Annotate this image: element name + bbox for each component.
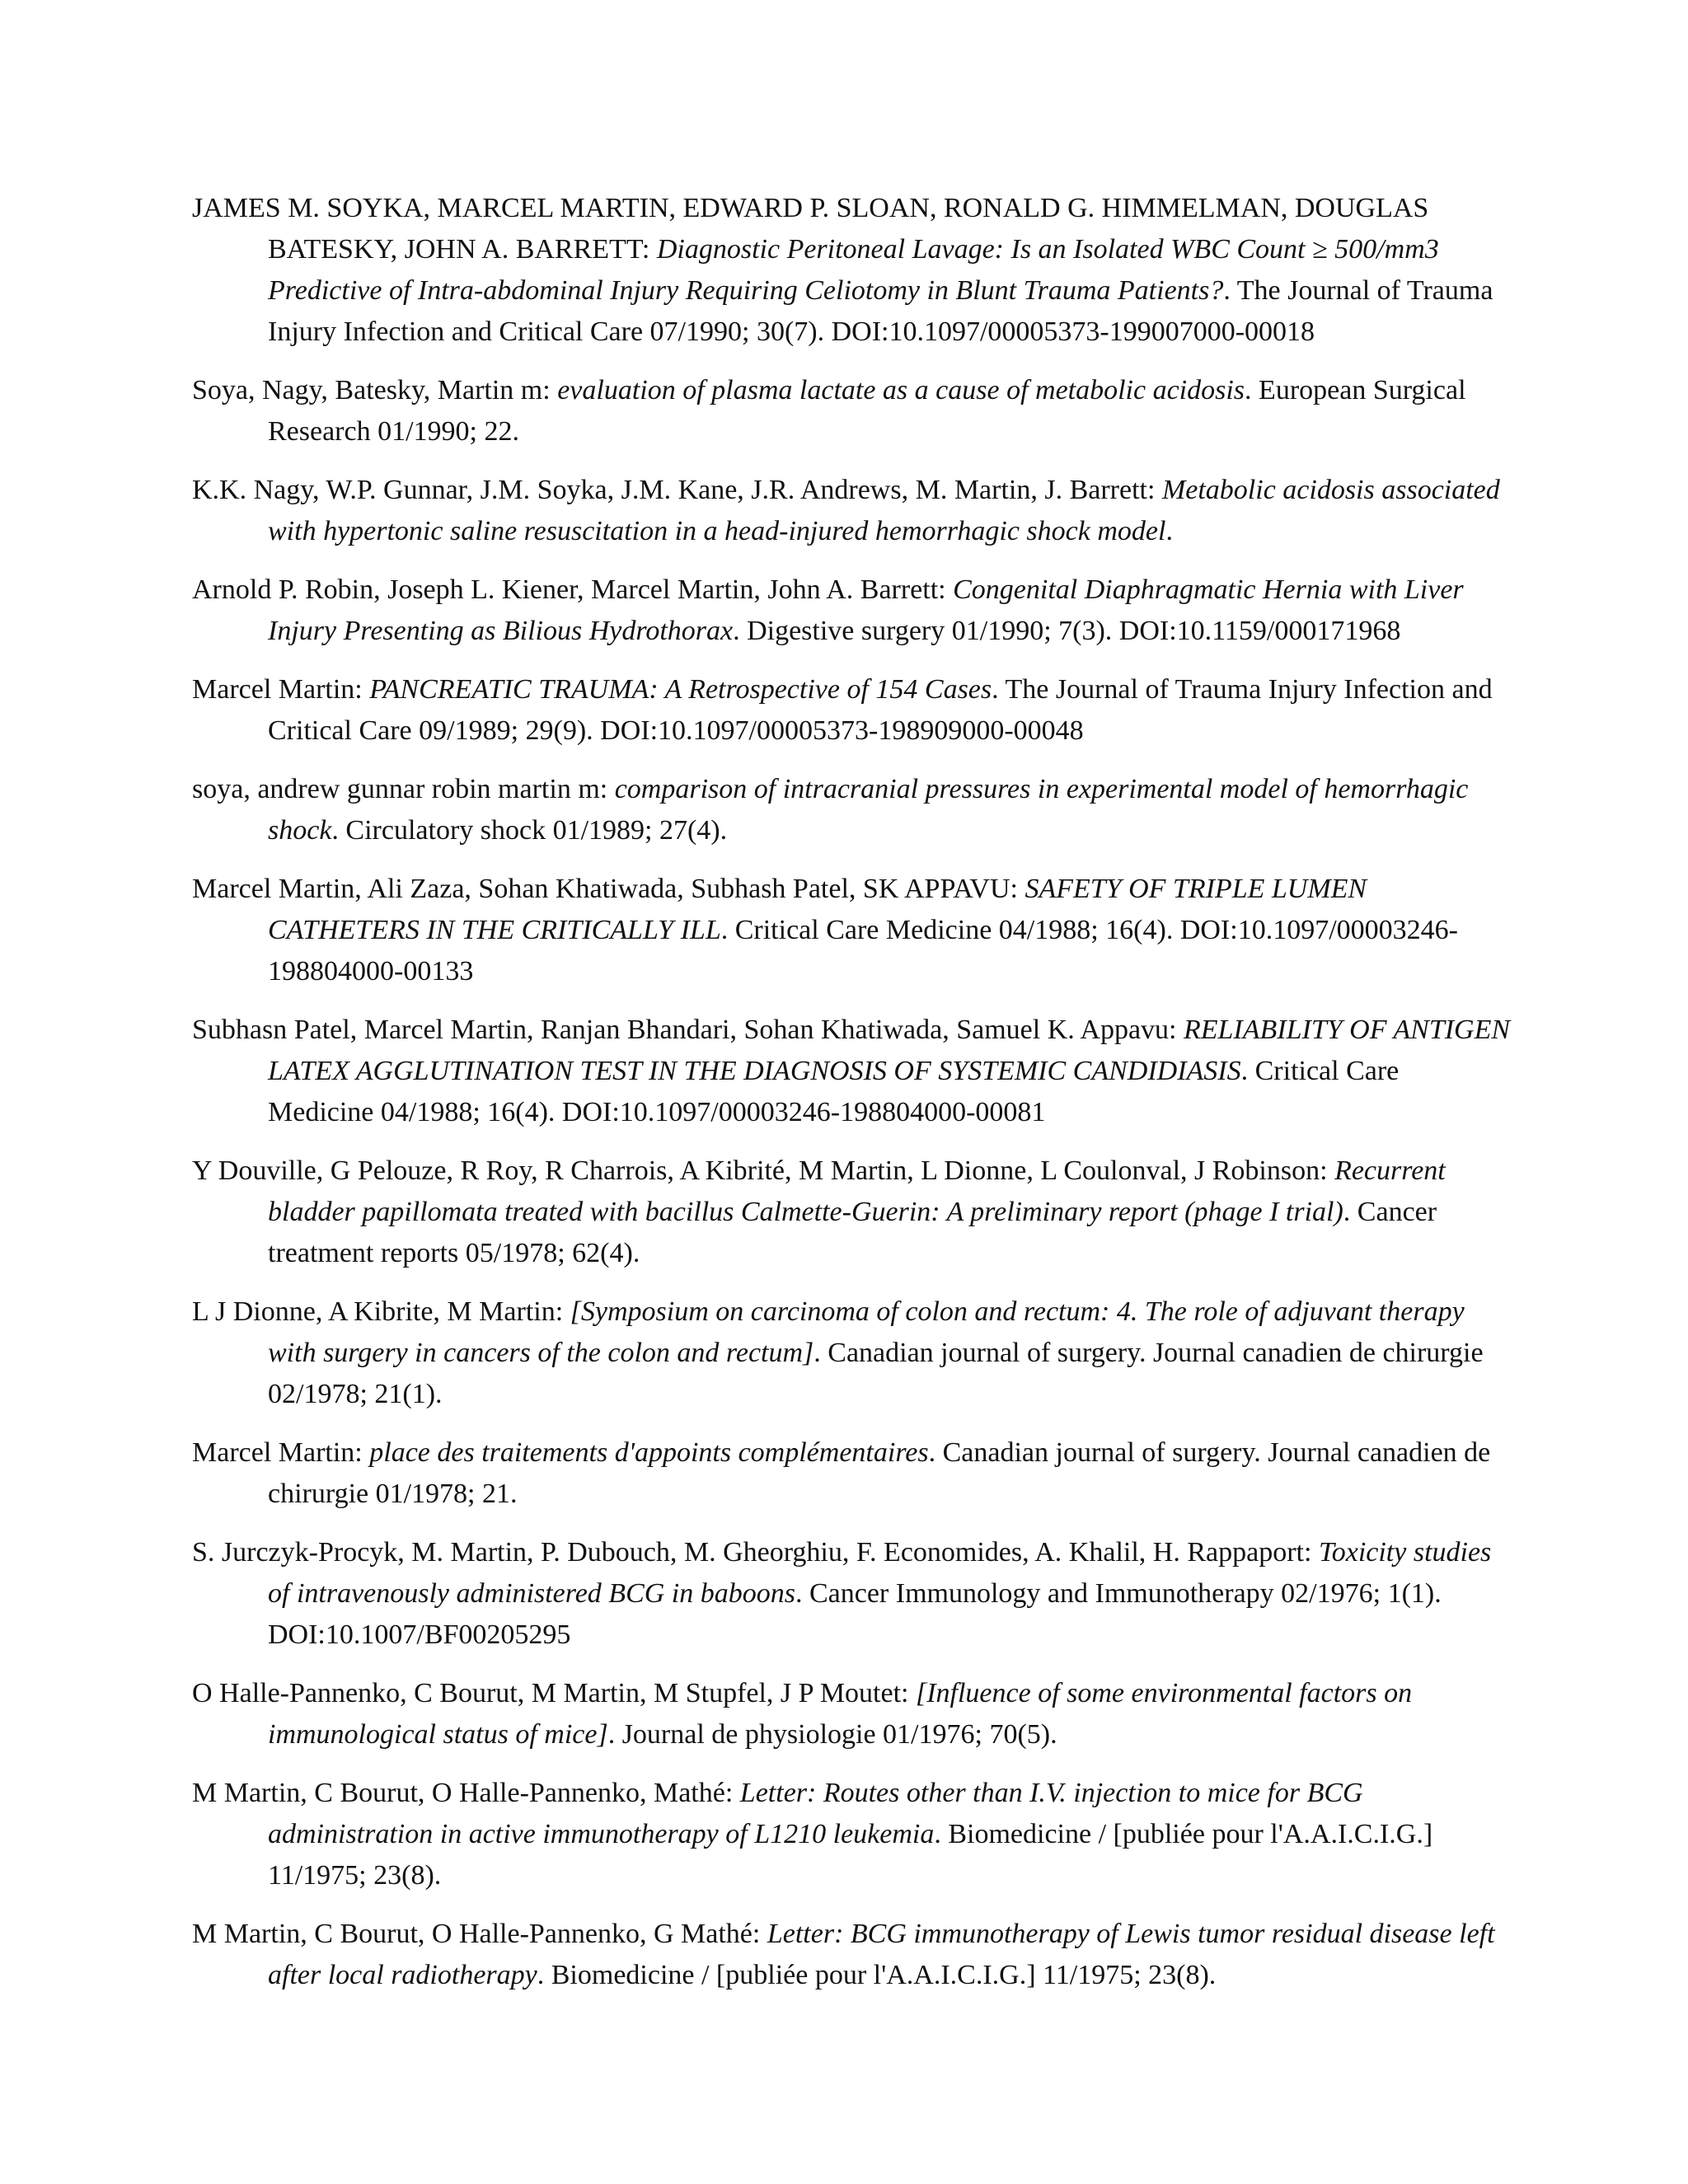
ref-authors: Y Douville, G Pelouze, R Roy, R Charrois, A Kibrité, M Martin, L Dionne, L Coulonval, J Robinson:: [192, 1155, 1335, 1186]
ref-source: . The Journal of Trauma Injury Infection and Critical Care 09/1989; 29(9). DOI:10.1097/00005373-198909000-00048: [268, 674, 1493, 746]
ref-title: Metabolic acidosis associated with hypertonic saline resuscitation in a head-injured hemorrhagic shock model: [268, 475, 1500, 546]
ref-source: . Digestive surgery 01/1990; 7(3). DOI:10.1159/000171968: [733, 616, 1401, 646]
ref-title: Recurrent bladder papillomata treated with bacillus Calmette-Guerin: A preliminary report (phage I trial): [268, 1155, 1446, 1227]
ref-authors: O Halle-Pannenko, C Bourut, M Martin, M Stupfel, J P Moutet:: [192, 1678, 916, 1708]
ref-source: . Critical Care Medicine 04/1988; 16(4). DOI:10.1097/00003246-198804000-00081: [268, 1056, 1400, 1127]
ref-authors: soya, andrew gunnar robin martin m:: [192, 774, 615, 804]
reference-item: [192, 869, 1511, 992]
ref-authors: Marcel Martin:: [192, 674, 370, 705]
reference-list: [192, 188, 1511, 2013]
reference-item: [192, 569, 1511, 652]
ref-title: place des traitements d'appoints complémentaires: [369, 1437, 929, 1468]
ref-title: Letter: Routes other than I.V. injection to mice for BCG administration in active immunotherapy of L1210 leukemia: [268, 1778, 1363, 1849]
ref-title: RELIABILITY OF ANTIGEN LATEX AGGLUTINATION TEST IN THE DIAGNOSIS OF SYSTEMIC CANDIDIASIS: [268, 1015, 1511, 1086]
ref-authors: Marcel Martin, Ali Zaza, Sohan Khatiwada, Subhash Patel, SK APPAVU:: [192, 874, 1025, 904]
ref-source: . Cancer Immunology and Immunotherapy 02/1976; 1(1). DOI:10.1007/BF00205295: [268, 1578, 1442, 1650]
reference-item: [192, 1432, 1511, 1515]
ref-title: comparison of intracranial pressures in experimental model of hemorrhagic shock: [268, 774, 1469, 846]
ref-source: . Circulatory shock 01/1989; 27(4).: [331, 815, 728, 846]
reference-item: [192, 188, 1511, 353]
reference-item: [192, 669, 1511, 752]
ref-source: . Journal de physiologie 01/1976; 70(5).: [607, 1719, 1057, 1750]
ref-source: . The Journal of Trauma Injury Infection and Critical Care 07/1990; 30(7). DOI:10.1097/00005373-199007000-00018: [268, 275, 1493, 347]
reference-item: [192, 769, 1511, 851]
ref-source: . Cancer treatment reports 05/1978; 62(4).: [268, 1197, 1437, 1268]
ref-title: Congenital Diaphragmatic Hernia with Liver Injury Presenting as Bilious Hydrothorax: [268, 574, 1464, 646]
ref-authors: Subhasn Patel, Marcel Martin, Ranjan Bhandari, Sohan Khatiwada, Samuel K. Appavu:: [192, 1015, 1184, 1045]
ref-title: Toxicity studies of intravenously administered BCG in baboons: [268, 1537, 1492, 1609]
reference-item: [192, 1151, 1511, 1274]
reference-item: [192, 1291, 1511, 1415]
ref-authors: L J Dionne, A Kibrite, M Martin:: [192, 1296, 570, 1327]
ref-title: PANCREATIC TRAUMA: A Retrospective of 154 Cases: [369, 674, 992, 705]
ref-authors: JAMES M. SOYKA, MARCEL MARTIN, EDWARD P. SLOAN, RONALD G. HIMMELMAN, DOUGLAS BATESKY, JOHN A. BARRETT:: [192, 193, 1429, 265]
ref-source: . Biomedicine / [publiée pour l'A.A.I.C.I.G.] 11/1975; 23(8).: [268, 1819, 1433, 1891]
reference-item: [192, 1914, 1511, 1996]
ref-title: Letter: BCG immunotherapy of Lewis tumor residual disease left after local radiotherapy: [268, 1919, 1495, 1990]
reference-item: [192, 1010, 1511, 1133]
reference-item: [192, 370, 1511, 452]
ref-title: SAFETY OF TRIPLE LUMEN CATHETERS IN THE CRITICALLY ILL: [268, 874, 1367, 945]
ref-authors: M Martin, C Bourut, O Halle-Pannenko, Mathé:: [192, 1778, 740, 1808]
ref-title: Diagnostic Peritoneal Lavage: Is an Isolated WBC Count ≥ 500/mm3 Predictive of Intra-abdominal Injury Requiring Celiotomy in Blunt Trauma Patients?: [268, 234, 1439, 306]
reference-item: [192, 470, 1511, 552]
reference-item: [192, 1532, 1511, 1656]
ref-authors: K.K. Nagy, W.P. Gunnar, J.M. Soyka, J.M. Kane, J.R. Andrews, M. Martin, J. Barrett:: [192, 475, 1162, 505]
reference-item: [192, 1673, 1511, 1755]
ref-source: . Biomedicine / [publiée pour l'A.A.I.C.I.G.] 11/1975; 23(8).: [537, 1960, 1217, 1990]
ref-authors: M Martin, C Bourut, O Halle-Pannenko, G Mathé:: [192, 1919, 767, 1949]
ref-title: evaluation of plasma lactate as a cause of metabolic acidosis: [557, 375, 1245, 405]
ref-authors: S. Jurczyk-Procyk, M. Martin, P. Dubouch, M. Gheorghiu, F. Economides, A. Khalil, H. Rappaport:: [192, 1537, 1319, 1568]
ref-title: [Symposium on carcinoma of colon and rectum: 4. The role of adjuvant therapy with surgery in cancers of the colon and rectum]: [268, 1296, 1465, 1368]
ref-source: . Canadian journal of surgery. Journal canadien de chirurgie 02/1978; 21(1).: [268, 1338, 1484, 1409]
ref-source: . Critical Care Medicine 04/1988; 16(4). DOI:10.1097/00003246-198804000-00133: [268, 915, 1458, 987]
ref-authors: Marcel Martin:: [192, 1437, 370, 1468]
ref-source: . Canadian journal of surgery. Journal canadien de chirurgie 01/1978; 21.: [268, 1437, 1491, 1509]
ref-authors: Soya, Nagy, Batesky, Martin m:: [192, 375, 558, 405]
reference-item: [192, 1773, 1511, 1896]
ref-source: .: [1165, 516, 1173, 546]
ref-authors: Arnold P. Robin, Joseph L. Kiener, Marcel Martin, John A. Barrett:: [192, 574, 954, 605]
ref-title: [Influence of some environmental factors on immunological status of mice]: [268, 1678, 1413, 1750]
ref-source: . European Surgical Research 01/1990; 22.: [268, 375, 1466, 447]
